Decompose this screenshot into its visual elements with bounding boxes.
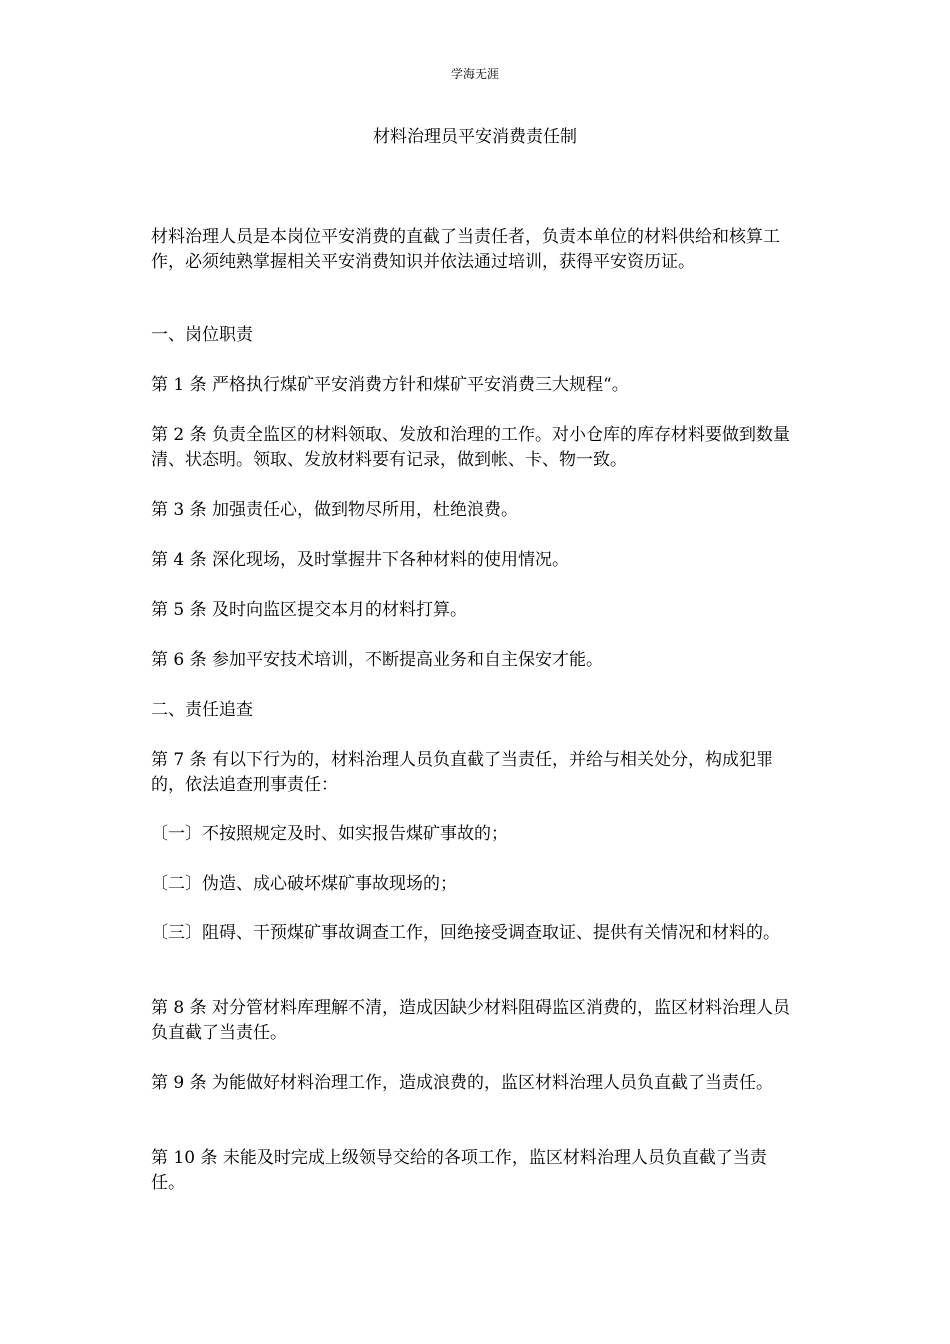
list-item: 〔一〕不按照规定及时、如实报告煤矿事故的； [151, 824, 508, 844]
article-6: 第 6 条 参加平安技术培训，不断提高业务和自主保安才能。 [151, 650, 604, 670]
page-header: 学海无涯 [450, 67, 499, 81]
article-5: 第 5 条 及时向监区提交本月的材料打算。 [151, 600, 468, 620]
article-8: 第 8 条 对分管材料库理解不清，造成因缺少材料阻碍监区消费的，监区材料治理人员负直截了当责任。 [151, 998, 791, 1043]
article-4: 第 4 条 深化现场，及时掌握井下各种材料的使用情况。 [151, 550, 570, 570]
intro-paragraph: 材料治理人员是本岗位平安消费的直截了当责任者，负责本单位的材料供给和核算工作，必须纯熟掌握相关平安消费知识并依法通过培训，获得平安资历证。 [151, 227, 780, 272]
article-3: 第 3 条 加强责任心，做到物尽所用，杜绝浪费。 [151, 500, 519, 520]
article-10: 第 10 条 未能及时完成上级领导交给的各项工作，监区材料治理人员负直截了当责任。 [151, 1148, 767, 1193]
list-item: 〔三〕阻碍、干预煤矿事故调查工作，回绝接受调查取证、提供有关情况和材料的。 [151, 923, 780, 943]
article-1: 第 1 条 严格执行煤矿平安消费方针和煤矿平安消费三大规程“。 [151, 375, 629, 395]
section-heading-duties: 一、岗位职责 [151, 325, 253, 345]
article-9: 第 9 条 为能做好材料治理工作，造成浪费的，监区材料治理人员负直截了当责任。 [151, 1073, 774, 1093]
document-title: 材料治理员平安消费责任制 [373, 127, 577, 147]
list-item: 〔二〕伪造、成心破坏煤矿事故现场的； [151, 874, 457, 894]
article-7: 第 7 条 有以下行为的，材料治理人员负直截了当责任，并给与相关处分，构成犯罪的，依法追查刑事责任： [151, 750, 774, 795]
article-2: 第 2 条 负责全监区的材料领取、发放和治理的工作。对小仓库的库存材料要做到数量清、状态明。领取、发放材料要有记录，做到帐、卡、物一致。 [151, 425, 791, 470]
section-heading-accountability: 二、责任追查 [151, 700, 253, 720]
